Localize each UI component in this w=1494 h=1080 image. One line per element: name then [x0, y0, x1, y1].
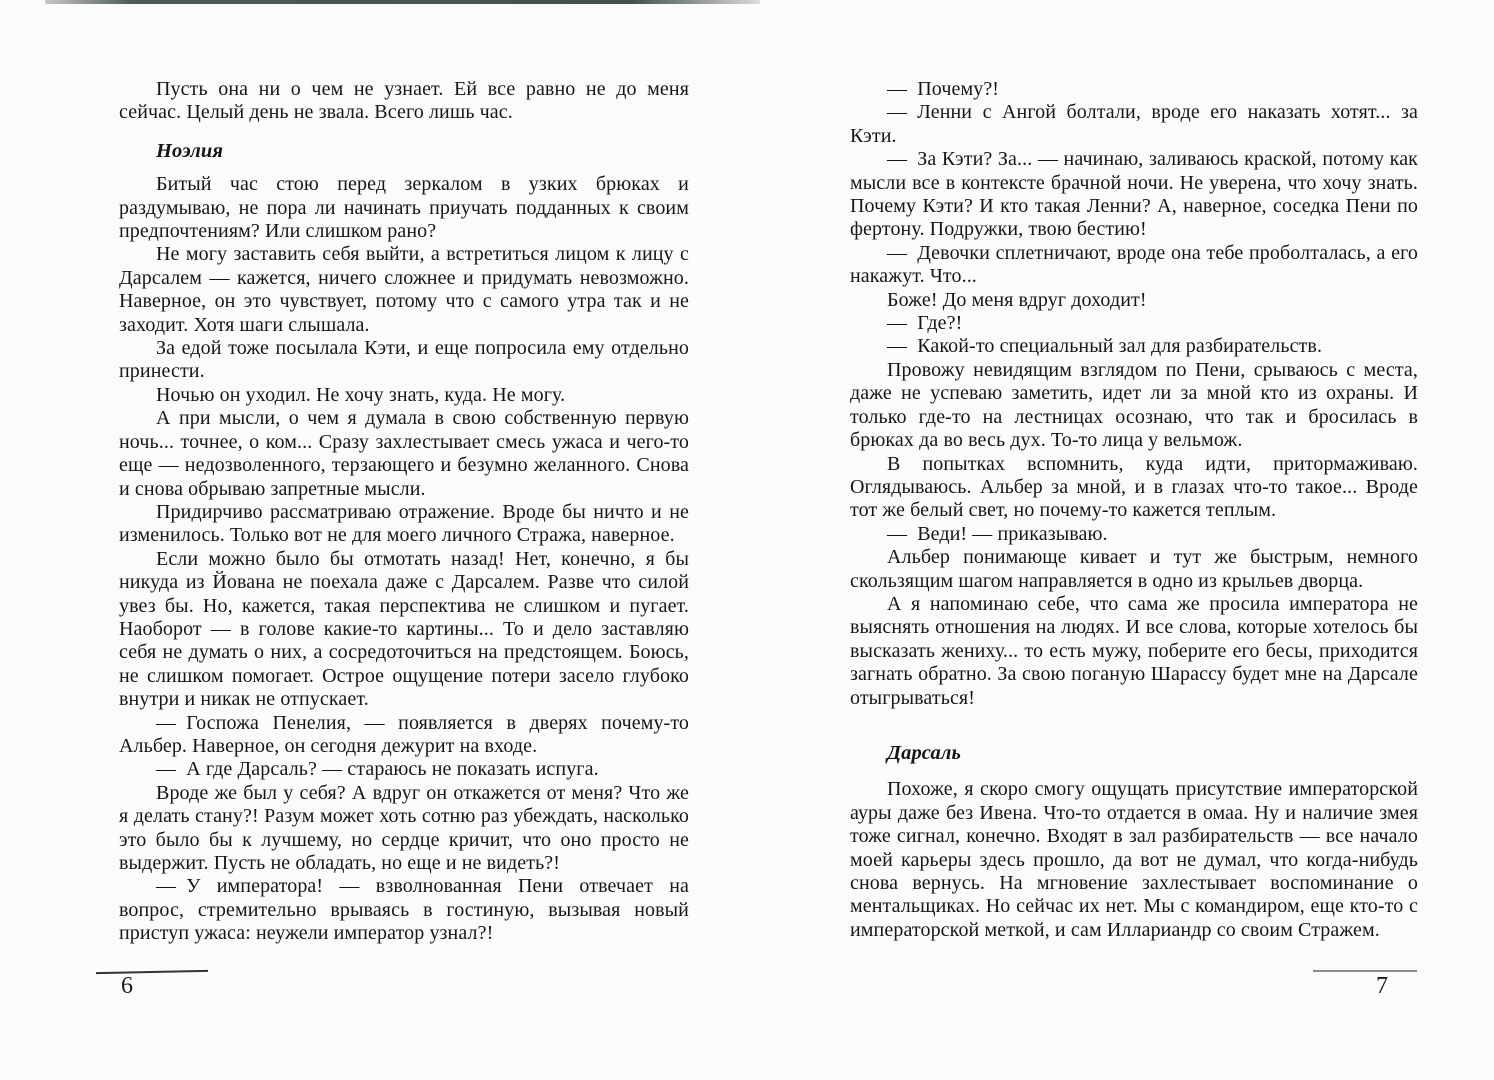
paragraph: Ночью он уходил. Не хочу знать, куда. Не могу. [156, 383, 566, 406]
paragraph: Альбер понимающе кивает и тут же быстрым, немного скользящим шагом направляется в одно из крыльев дворца. [850, 546, 1418, 592]
paragraph: — Девочки сплетничают, вроде она тебе проболталась, а его накажут. Что... [850, 241, 1418, 288]
chapter-heading: Ноэлия [156, 139, 224, 162]
left-page-text [119, 78, 689, 946]
paragraph: Похоже, я скоро смогу ощущать присутствие императорской ауры даже без Ивена. Что-то отдается в омаа. Ну и наличие змея тоже сигнал, конечно. Входят в зал разбирательств — все начало моей карьеры здесь прошло, да вот не думал, что когда-нибудь снова вернусь. На мгновение захлестывает воспоминание о ментальщиках. Но сейчас их нет. Мы с командиром, еще кто-то с императорской меткой, и сам Иллариандр со своим Стражем. [850, 778, 1418, 941]
paragraph: — Какой-то специальный зал для разбирательств. [887, 335, 1323, 358]
paragraph: За едой тоже посылала Кэти, и еще попросила ему отдельно принести. [119, 337, 689, 383]
paragraph: Битый час стою перед зеркалом в узких брюках и раздумываю, не пора ли начинать приучать подданных к своим предпочтениям? Или слишком рано? [119, 173, 689, 243]
paragraph: — У императора! — взволнованная Пени отвечает на вопрос, стремительно врываясь в гостиную, вызывая новый приступ ужаса: неужели император узнал?! [119, 875, 689, 945]
scan-artifact-top-edge [45, 0, 760, 4]
right-footer-rule [1313, 970, 1417, 972]
paragraph: — Веди! — приказываю. [887, 522, 1108, 545]
paragraph: — Госпожа Пенелия, — появляется в дверях почему-то Альбер. Наверное, он сегодня дежурит на входе. [119, 711, 689, 757]
paragraph: Боже! До меня вдруг доходит! [887, 288, 1147, 311]
left-page-number: 6 [121, 973, 133, 999]
paragraph: В попытках вспомнить, куда идти, притормаживаю. Оглядываюсь. Альбер за мной, и в глазах что-то такое... Вроде тот же белый свет, но почему-то кажется теплым. [850, 452, 1418, 522]
paragraph: — За Кэти? За... — начинаю, заливаюсь краской, потому как мысли все в контексте брачной ночи. Не уверена, что хочу знать. Почему Кэти? И кто такая Ленни? А, наверное, соседка Пени по фертону. Подружки, твою бестию! [850, 148, 1418, 241]
paragraph: — Почему?! [887, 78, 1000, 100]
paragraph: Если можно было бы отмотать назад! Нет, конечно, я бы никуда из Йована не поехала даже с Дарсалем. Разве что силой увез бы. Но, кажется, такая перспектива не слишком и пугает. Наоборот — в голове какие-то картины... То и дело заставляю себя не думать о них, а сосредоточиться на предстоящем. Боюсь, не слишком помогает. Острое ощущение потери засело глубоко внутри и никак не отпускает. [119, 547, 689, 711]
right-page-number: 7 [1376, 973, 1388, 999]
right-page-text [850, 78, 1418, 942]
paragraph: Провожу невидящим взглядом по Пени, срываюсь с места, даже не успеваю заметить, идет ли за мной кто из охраны. И только где-то на лестницах осознаю, что так и бросилась в брюках да во весь дух. То-то лица у вельмож. [850, 358, 1418, 452]
chapter-heading: Дарсаль [887, 741, 961, 764]
paragraph: Не могу заставить себя выйти, а встретиться лицом к лицу с Дарсалем — кажется, ничего сложнее и придумать невозможно. Наверное, он это чувствует, потому что с самого утра так и не заходит. Хотя шаги слышала. [119, 243, 689, 336]
paragraph: Придирчиво рассматриваю отражение. Вроде бы ничто и не изменилось. Только вот не для моего личного Стража, наверное. [119, 500, 689, 547]
paragraph: Пусть она ни о чем не узнает. Ей все равно не до меня сейчас. Целый день не звала. Всего лишь час. [119, 78, 689, 124]
paragraph: А я напоминаю себе, что сама же просила императора не выяснять отношения на людях. И все слова, которые хотелось бы высказать жениху... то есть мужу, поберите его бесы, приходится загнать обратно. За свою поганую Шарассу будет мне на Дарсале отыгрываться! [850, 592, 1418, 709]
paragraph: — Ленни с Ангой болтали, вроде его наказать хотят... за Кэти. [850, 101, 1418, 147]
paragraph: — А где Дарсаль? — стараюсь не показать испуга. [156, 758, 599, 781]
left-footer-rule [96, 970, 208, 974]
paragraph: А при мысли, о чем я думала в свою собственную первую ночь... точнее, о ком... Сразу захлестывает смесь ужаса и чего-то еще — недозволенного, терзающего и безумно желанного. Снова и снова обрываю запретные мысли. [119, 407, 689, 500]
paragraph: — Где?! [887, 312, 963, 335]
paragraph: Вроде же был у себя? А вдруг он откажется от меня? Что же я делать стану?! Разум может хоть сотню раз убеждать, насколько это было бы к лучшему, но сердце кричит, что оно просто не выдержит. Пусть не обладать, но еще и не видеть?! [119, 781, 689, 874]
